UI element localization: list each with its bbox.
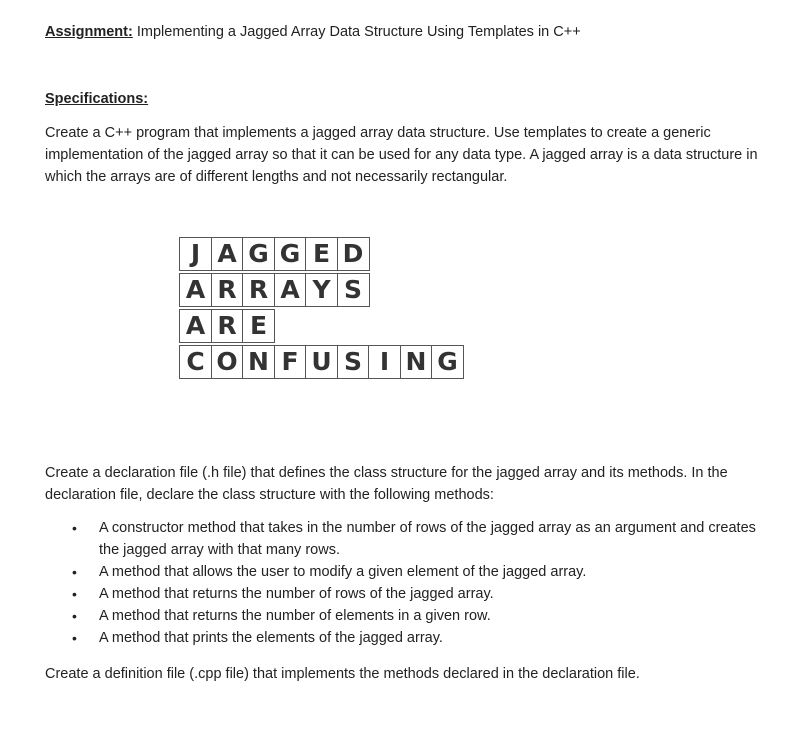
grid-cell: I — [368, 345, 401, 379]
assignment-title — [45, 18, 765, 46]
grid-cell: R — [242, 273, 275, 307]
grid-cell: N — [242, 345, 275, 379]
bullet-icon: • — [72, 564, 77, 580]
list-item-text: A method that prints the elements of the jagged array. — [99, 630, 443, 646]
grid-cell: J — [179, 237, 212, 271]
grid-cell: G — [242, 237, 275, 271]
list-item-text: A method that returns the number of rows of the jagged array. — [99, 586, 494, 602]
grid-row — [179, 237, 463, 271]
grid-cell: R — [211, 273, 244, 307]
grid-cell: G — [274, 237, 307, 271]
jagged-array-illustration — [179, 237, 463, 381]
grid-cell: A — [179, 309, 212, 343]
grid-cell: Y — [305, 273, 338, 307]
grid-cell: R — [211, 309, 244, 343]
list-item — [45, 583, 765, 605]
definition-paragraph: Create a definition file (.cpp file) that implements the methods declared in the declaration file. — [45, 666, 640, 682]
grid-row — [179, 309, 463, 343]
list-item-text: A method that returns the number of elements in a given row. — [99, 608, 491, 624]
grid-cell: A — [211, 237, 244, 271]
grid-cell: N — [400, 345, 433, 379]
list-item — [45, 605, 765, 627]
assignment-label: Assignment: — [45, 24, 133, 40]
grid-cell: G — [431, 345, 464, 379]
declaration-paragraph: Create a declaration file (.h file) that defines the class structure for the jagged array and its methods. In the declaration file, declare the class structure with the following methods: — [45, 465, 728, 503]
list-item — [45, 561, 765, 583]
method-list — [45, 517, 765, 649]
list-item-text: A method that allows the user to modify a given element of the jagged array. — [99, 564, 587, 580]
grid-cell: S — [337, 273, 370, 307]
grid-cell: O — [211, 345, 244, 379]
grid-row — [179, 345, 463, 379]
document-page — [45, 18, 765, 682]
list-item — [45, 517, 765, 561]
grid-cell: S — [337, 345, 370, 379]
bullet-icon: • — [72, 608, 77, 624]
bullet-icon: • — [72, 586, 77, 602]
specifications-label: Specifications: — [45, 91, 149, 107]
grid-cell: U — [305, 345, 338, 379]
specifications-heading — [45, 88, 148, 110]
grid-cell: E — [305, 237, 338, 271]
bullet-icon: • — [72, 630, 77, 646]
bullet-icon: • — [72, 520, 77, 536]
list-item — [45, 627, 765, 649]
grid-cell: E — [242, 309, 275, 343]
grid-cell: A — [274, 273, 307, 307]
grid-cell: C — [179, 345, 212, 379]
list-item-text: A constructor method that takes in the number of rows of the jagged array as an argument and creates the jagged array with that many rows. — [99, 520, 756, 558]
grid-cell: A — [179, 273, 212, 307]
intro-paragraph: Create a C++ program that implements a jagged array data structure. Use templates to create a generic implementation of the jagged array so that it can be used for any data type. A jagged array is a data structure in which the arrays are of different lengths and not necessarily rectangular. — [45, 125, 758, 185]
assignment-title-text: Implementing a Jagged Array Data Structure Using Templates in C++ — [132, 24, 581, 40]
grid-row — [179, 273, 463, 307]
grid-cell: D — [337, 237, 370, 271]
grid-cell: F — [274, 345, 307, 379]
